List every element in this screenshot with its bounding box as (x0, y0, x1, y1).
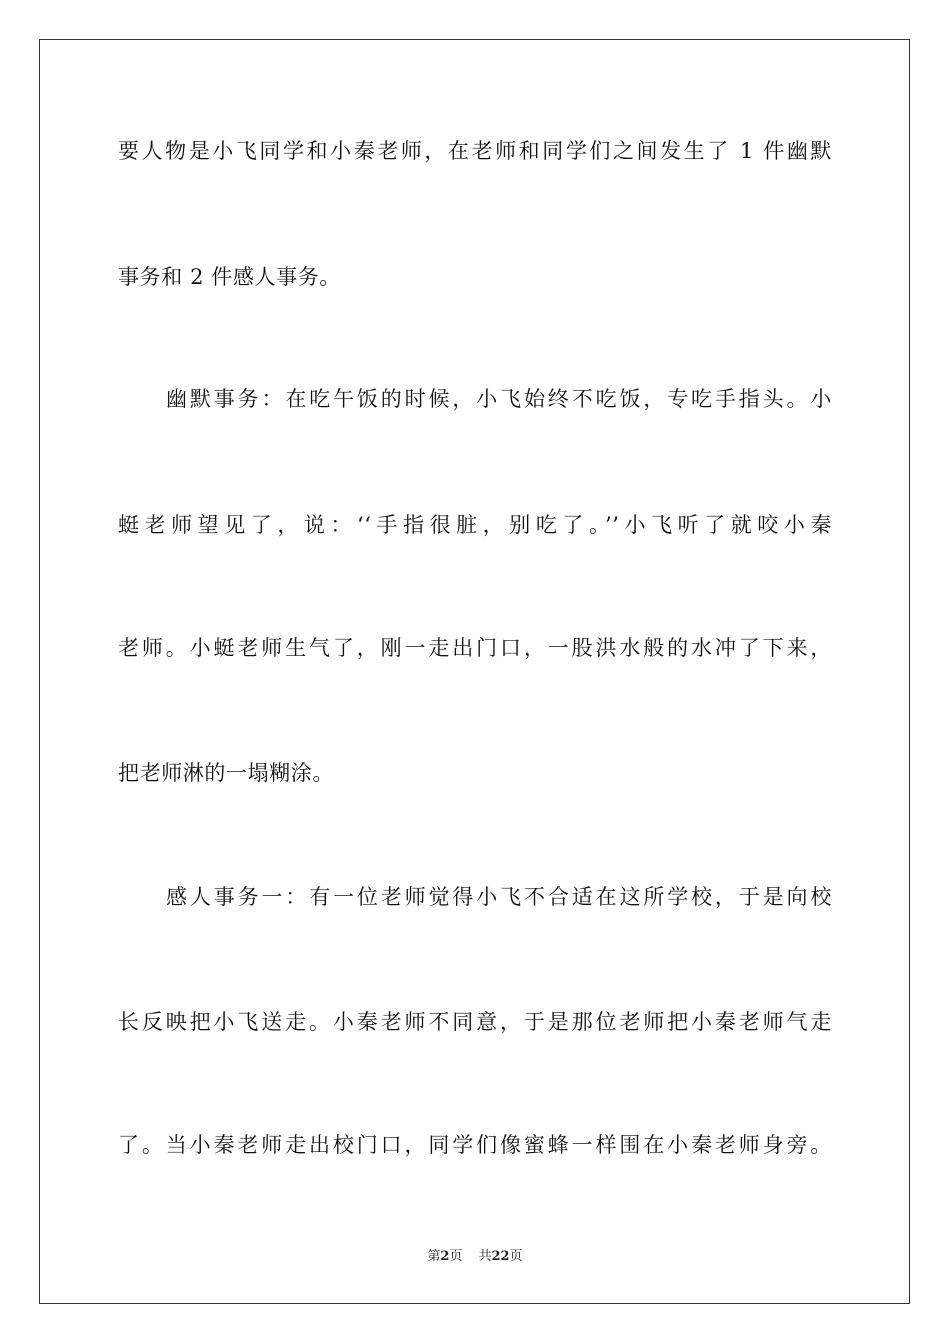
page-prefix: 第 (427, 1249, 441, 1264)
text-line-4: 蜓老师望见了，说：‘‘手指很脏，别吃了。’’小飞听了就咬小秦 (118, 513, 832, 537)
text-line-6: 把老师淋的一塌糊涂。 (118, 761, 334, 785)
page-suffix: 页 (449, 1249, 463, 1264)
text-line-8: 长反映把小飞送走。小秦老师不同意，于是那位老师把小秦老师气走 (118, 1010, 832, 1034)
page-footer (0, 1248, 950, 1266)
page-number: 2 (440, 1249, 450, 1264)
text-line-7: 感人事务一：有一位老师觉得小飞不合适在这所学校，于是向校 (166, 885, 832, 909)
text-line-9: 了。当小秦老师走出校门口，同学们像蜜蜂一样围在小秦老师身旁。 (118, 1133, 832, 1157)
text-line-2: 事务和 2 件感人事务。 (118, 265, 341, 289)
text-line-5: 老师。小蜓老师生气了，刚一走出门口，一股洪水般的水冲了下来， (118, 636, 832, 660)
text-line-3: 幽默事务：在吃午饭的时候，小飞始终不吃饭，专吃手指头。小 (166, 387, 832, 411)
text-line-1: 要人物是小飞同学和小秦老师，在老师和同学们之间发生了 1 件幽默 (118, 139, 832, 163)
total-pages: 22 (491, 1249, 510, 1264)
total-prefix: 共 (478, 1249, 492, 1264)
total-suffix: 页 (509, 1249, 523, 1264)
page-border (39, 39, 910, 1304)
